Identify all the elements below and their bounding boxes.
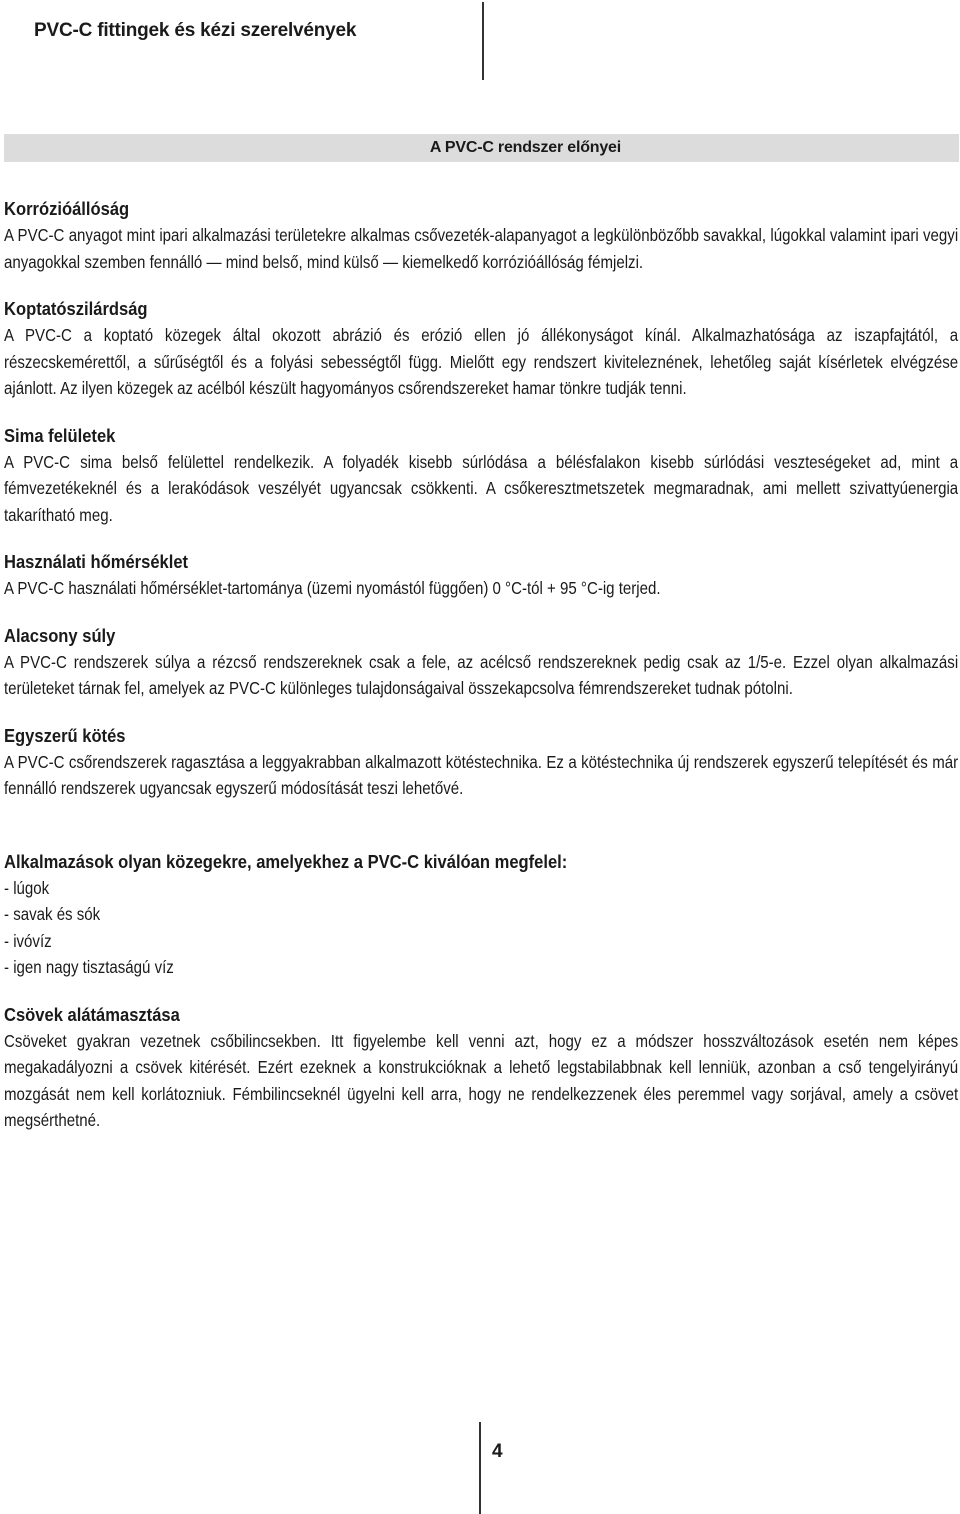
- block-low-weight: [4, 623, 958, 702]
- block-heading: Koptatószilárdság: [4, 299, 148, 319]
- document-title: PVC-C fittingek és kézi szerelvények: [34, 20, 357, 41]
- block-heading: Egyszerű kötés: [4, 725, 126, 746]
- pipe-support-section: [4, 1002, 958, 1134]
- block-simple-joining: [4, 723, 958, 802]
- block-corrosion-resistance: [4, 196, 958, 275]
- block-text: A PVC-C csőrendszerek ragasztása a leggyakrabban alkalmazott kötéstechnika. Ez a kötéstechnika új rendszerek egyszerű telepítését és már fennálló rendszerek ugyancsak egyszerű módosítását teszi lehetővé.: [4, 751, 959, 798]
- block-text: A PVC-C sima belső felülettel rendelkezik. A folyadék kisebb súrlódása a bélésfalakon kisebb súrlódási veszteségeket ad, mint a fémvezetékeknél és a lerakódások veszélyét ugyancsak csökkenti. A csőkeresztmetszetek megmaradnak, ami mellett szivattyúenergia takarítható meg.: [4, 451, 959, 525]
- block-text: A PVC-C anyagot mint ipari alkalmazási területekre alkalmas csővezeték-alapanyagot a legkülönbözőbb savakkal, lúgokkal valamint ipari vegyi anyagokkal szemben fennálló — mind belső, mind külső — kiemelkedő korrózióállóság fémjelzi.: [4, 225, 959, 272]
- block-heading: Sima felületek: [4, 425, 116, 446]
- block-heading: Alacsony súly: [4, 625, 116, 646]
- section-title: A PVC-C rendszer előnyei: [429, 139, 621, 156]
- document-body: [4, 196, 958, 1134]
- page-number: 4: [492, 1441, 503, 1462]
- footer-divider: [479, 1422, 481, 1514]
- pipe-support-heading: Csövek alátámasztása: [4, 1004, 180, 1025]
- header-divider: [482, 2, 484, 80]
- list-item: - lúgok: [4, 877, 50, 898]
- block-text: A PVC-C rendszerek súlya a rézcső rendszereknek csak a fele, az acélcső rendszereknek pedig csak az 1/5-e. Ezzel olyan alkalmazási területeket tárnak fel, amelyek az PVC-C különleges tulajdonságaival összekapcsolva fémrendszereket tudnak pótolni.: [4, 651, 959, 698]
- block-abrasion-resistance: [4, 296, 958, 402]
- applications-list: [4, 875, 958, 981]
- pipe-support-text: Csöveket gyakran vezetnek csőbilincsekben. Itt figyelembe kell venni azt, hogy ez a módszer hosszváltozások esetén nem képes megakadályozni a csövek kitérését. Ezért ezeknek a konstrukcióknak a lehető legstabilabbnak kell lenniük, azonban a cső tengelyirányú mozgását nem kell korlátozniuk. Fémbilincseknél ügyelni kell arra, hogy ne rendelkezzenek éles peremmel vagy sorjával, amely a csövet megsérthetné.: [4, 1030, 959, 1130]
- section-title-band: [4, 134, 959, 162]
- list-item: - ivóvíz: [4, 930, 52, 951]
- applications-heading: Alkalmazások olyan közegekre, amelyekhez a PVC-C kiválóan megfelel:: [4, 851, 568, 872]
- block-heading: Használati hőmérséklet: [4, 552, 189, 572]
- block-heading: Korrózióállóság: [4, 199, 130, 219]
- block-text: A PVC-C használati hőmérséklet-tartománya (üzemi nyomástól függően) 0 °C-tól + 95 °C-ig terjed.: [4, 578, 661, 598]
- block-smooth-surfaces: [4, 423, 958, 529]
- block-operating-temperature: [4, 549, 958, 602]
- list-item: - igen nagy tisztaságú víz: [4, 957, 174, 977]
- block-text: A PVC-C a koptató közegek által okozott abrázió és erózió ellen jó állékonyságot kínál. Alkalmazhatósága az iszapfajtától, a részecskemérettől, a sűrűségtől és a folyási sebességtől függ. Mielőtt egy rendszert kiviteleznének, lehetőleg saját kísérletek elvégzése ajánlott. Az ilyen közegek az acélból készült hagyományos csőrendszereket hamar tönkre tudják tenni.: [4, 325, 959, 398]
- applications-section: [4, 849, 958, 981]
- list-item: - savak és sók: [4, 904, 101, 924]
